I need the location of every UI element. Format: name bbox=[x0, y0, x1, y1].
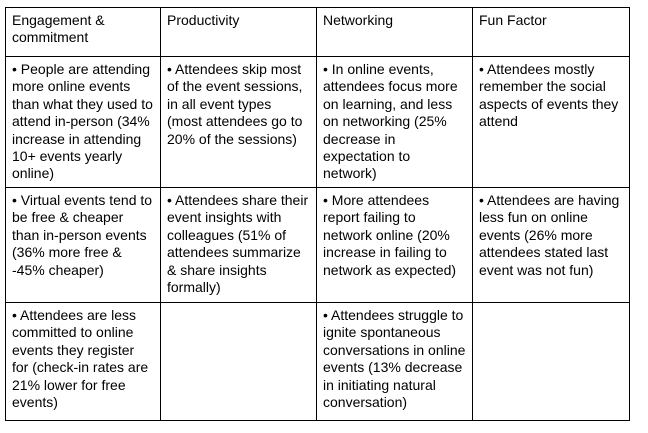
table-cell bbox=[317, 188, 473, 303]
header-networking bbox=[317, 8, 473, 57]
cell-text: • More attendees report failing to network online (20% increase in failing to network as expected) bbox=[323, 192, 457, 278]
table-cell bbox=[317, 57, 473, 188]
table-cell bbox=[161, 57, 317, 188]
table-cell bbox=[161, 188, 317, 303]
cell-text: • Virtual events tend to be free & cheaper than in-person events (36% more free & -45% cheaper) bbox=[12, 192, 153, 278]
table-row bbox=[6, 303, 630, 421]
header-row bbox=[6, 8, 630, 57]
table-cell bbox=[317, 303, 473, 421]
table-cell bbox=[6, 57, 161, 188]
header-fun-factor bbox=[473, 8, 630, 57]
header-productivity bbox=[161, 8, 317, 57]
table-cell bbox=[6, 188, 161, 303]
findings-table bbox=[5, 7, 630, 421]
cell-text: • Attendees are less committed to online events they register for (check-in rates are 21% lower for free events) bbox=[12, 307, 149, 411]
header-label: Fun Factor bbox=[479, 12, 547, 28]
table-row bbox=[6, 57, 630, 188]
header-label: Productivity bbox=[167, 12, 240, 28]
header-engagement bbox=[6, 8, 161, 57]
table-cell-empty bbox=[473, 303, 630, 421]
cell-text: • Attendees mostly remember the social aspects of events they attend bbox=[479, 61, 619, 130]
cell-text: • Attendees are having less fun on online events (26% more attendees stated last event was not fun) bbox=[479, 192, 620, 278]
header-label: Engagement & commitment bbox=[12, 12, 105, 46]
cell-text: • People are attending more online events than what they used to attend in-person (34% increase in attending 10+ events yearly online) bbox=[12, 61, 153, 182]
cell-text: • Attendees skip most of the event sessions, in all event types (most attendees go to 20% of the sessions) bbox=[167, 61, 303, 147]
cell-text: • In online events, attendees focus more on learning, and less on networking (25% decrease in expectation to network) bbox=[323, 61, 458, 182]
cell-text: • Attendees struggle to ignite spontaneous conversations in online events (13% decrease in initiating natural conversation) bbox=[323, 307, 466, 411]
table-cell bbox=[473, 188, 630, 303]
cell-text: • Attendees share their event insights with colleagues (51% of attendees summarize & share insights formally) bbox=[167, 192, 309, 296]
header-label: Networking bbox=[323, 12, 394, 28]
table-cell bbox=[473, 57, 630, 188]
table-cell-empty bbox=[161, 303, 317, 421]
table-cell bbox=[6, 303, 161, 421]
table-row bbox=[6, 188, 630, 303]
